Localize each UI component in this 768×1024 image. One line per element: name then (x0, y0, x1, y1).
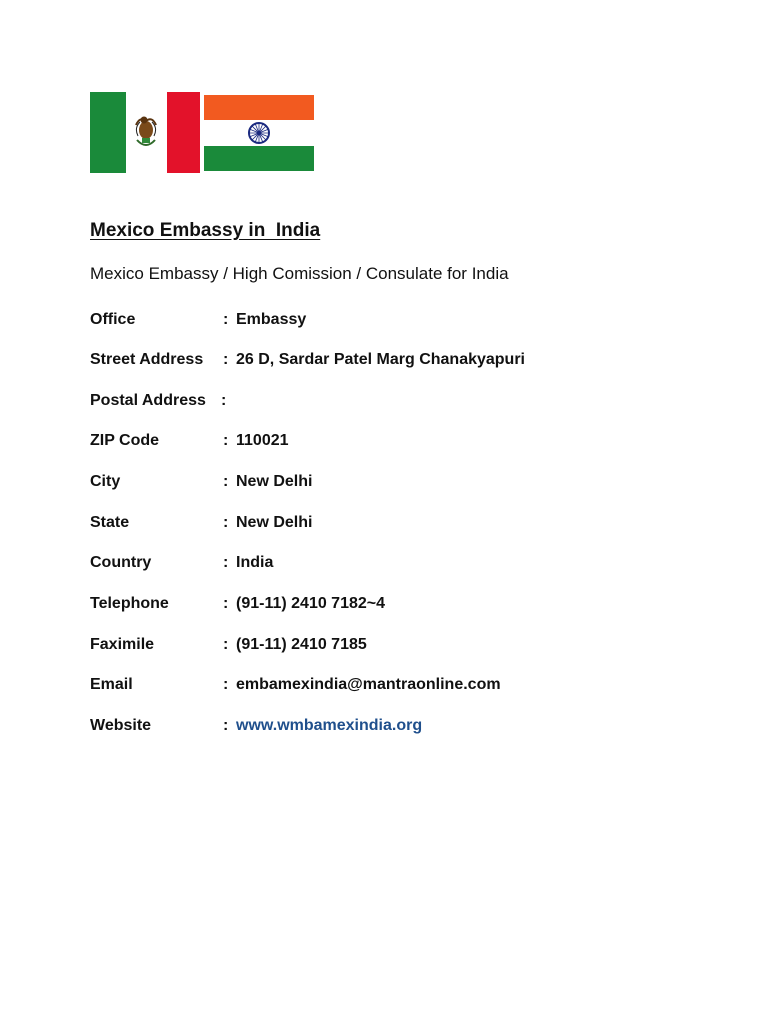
state-value: New Delhi (236, 514, 313, 531)
india-flag-icon (204, 95, 314, 171)
faximile-row (90, 636, 710, 658)
email-label: Email (90, 676, 133, 693)
faximile-label: Faximile (90, 636, 155, 653)
street-address-row (90, 351, 710, 373)
office-label: Office (90, 311, 136, 328)
faximile-separator: : (223, 636, 229, 653)
city-row (90, 473, 710, 495)
state-row (90, 514, 710, 536)
zip-code-row (90, 432, 710, 454)
ashoka-chakra-icon (249, 123, 269, 143)
telephone-separator: : (223, 595, 229, 612)
zip-code-separator: : (223, 432, 229, 449)
telephone-value: (91-11) 2410 7182~4 (236, 595, 386, 612)
website-link[interactable]: www.wmbamexindia.org (236, 717, 423, 734)
website-row (90, 717, 710, 739)
country-label: Country (90, 554, 152, 571)
office-value: Embassy (236, 311, 307, 328)
page-title: Mexico Embassy in India (90, 220, 321, 241)
faximile-value: (91-11) 2410 7185 (236, 636, 367, 653)
country-row (90, 554, 710, 576)
state-separator: : (223, 514, 229, 531)
country-value: India (236, 554, 274, 571)
email-separator: : (223, 676, 229, 693)
page-subtitle: Mexico Embassy / High Comission / Consulate for India (90, 264, 509, 283)
city-separator: : (223, 473, 229, 490)
postal-address-row (90, 392, 710, 414)
website-label: Website (90, 717, 152, 734)
office-row (90, 311, 710, 333)
city-label: City (90, 473, 121, 490)
mexico-flag-icon (90, 92, 200, 173)
zip-code-label: ZIP Code (90, 432, 160, 449)
flags-header (90, 92, 314, 173)
state-label: State (90, 514, 130, 531)
office-separator: : (223, 311, 229, 328)
telephone-label: Telephone (90, 595, 169, 612)
zip-code-value: 110021 (236, 432, 289, 449)
email-value[interactable]: embamexindia@mantraonline.com (236, 676, 501, 693)
website-separator: : (223, 717, 229, 734)
postal-address-label: Postal Address (90, 392, 206, 409)
street-address-value: 26 D, Sardar Patel Marg Chanakyapuri (236, 351, 525, 368)
city-value: New Delhi (236, 473, 313, 490)
street-address-label: Street Address (90, 351, 204, 368)
email-row (90, 676, 710, 698)
telephone-row (90, 595, 710, 617)
street-address-separator: : (223, 351, 229, 368)
postal-address-separator: : (221, 392, 227, 409)
country-separator: : (223, 554, 229, 571)
